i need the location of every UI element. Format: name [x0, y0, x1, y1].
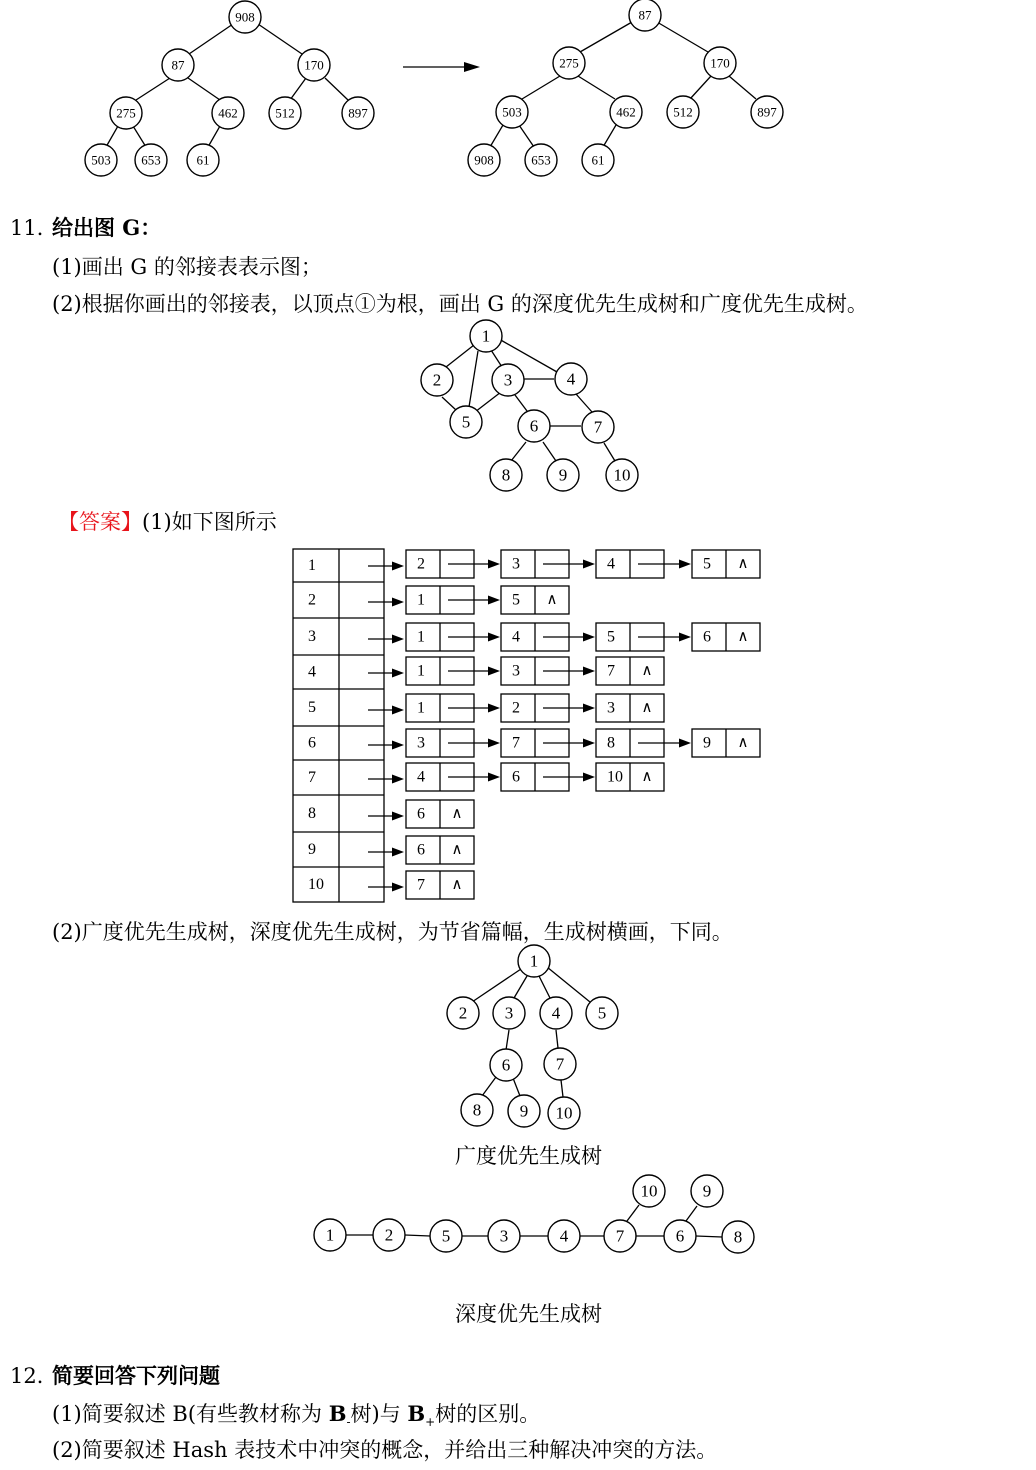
dfs-node: 4: [559, 1226, 569, 1246]
adj-node-value: 7: [607, 662, 615, 680]
adj-node-value: 1: [417, 628, 425, 646]
graph-node-10: 10: [613, 465, 631, 485]
null-pointer: ∧: [641, 769, 653, 785]
null-pointer: ∧: [451, 842, 463, 858]
bfs-node: 6: [501, 1055, 511, 1075]
adj-node-value: 5: [607, 628, 615, 646]
adj-node-value: 10: [607, 768, 623, 786]
heap-node: 653: [531, 152, 551, 168]
head-vertex: 4: [308, 663, 316, 681]
adjacency-list-diagram: [0, 540, 1036, 910]
heap-node: 512: [275, 105, 295, 121]
adj-node-value: 6: [417, 841, 425, 859]
dfs-node: 3: [499, 1226, 509, 1246]
heap-node: 87: [638, 7, 652, 23]
head-vertex: 9: [308, 841, 316, 858]
dfs-node: 8: [733, 1227, 743, 1247]
q12-title: 简要回答下列问题: [52, 1363, 220, 1388]
adj-node-value: 3: [512, 555, 520, 573]
null-pointer: ∧: [641, 663, 653, 679]
graph-node-1: 1: [481, 326, 491, 346]
null-pointer: ∧: [737, 735, 749, 751]
heap-node: 61: [591, 152, 605, 168]
head-vertex: 5: [308, 699, 316, 716]
graph-node-9: 9: [558, 465, 568, 485]
adj-node-value: 5: [512, 591, 520, 609]
adj-node-value: 4: [512, 628, 520, 646]
graph-node-2: 2: [432, 370, 442, 390]
q11-sub2: (2)根据你画出的邻接表，以顶点①为根，画出 G 的深度优先生成树和广度优先生成树。: [52, 292, 868, 316]
adj-node-value: 7: [417, 876, 425, 894]
adj-node-value: 1: [417, 699, 425, 717]
heap-node: 512: [673, 104, 693, 120]
adj-node-value: 4: [607, 555, 615, 573]
heap-node: 61: [196, 152, 210, 168]
null-pointer: ∧: [451, 877, 463, 893]
dfs-tree: [0, 1170, 1036, 1270]
graph-g: [0, 315, 1036, 495]
adj-node-value: 1: [417, 591, 425, 609]
dfs-node: 5: [441, 1226, 451, 1246]
bfs-node: 1: [529, 951, 539, 971]
q12-number: 12．: [10, 1364, 58, 1388]
bfs-node: 3: [504, 1003, 514, 1023]
bfs-node: 8: [472, 1100, 482, 1120]
answer-text2: (2)广度优先生成树，深度优先生成树，为节省篇幅，生成树横画，下同。: [52, 920, 733, 944]
dfs-node: 10: [640, 1181, 658, 1201]
adj-node-value: 1: [417, 662, 425, 680]
head-vertex: 7: [308, 769, 316, 786]
heap-node: 503: [91, 152, 111, 168]
answer-text1: (1)如下图所示: [142, 510, 277, 534]
adj-node-value: 6: [417, 805, 425, 823]
graph-node-8: 8: [501, 465, 511, 485]
answer-tag: 【答案】: [58, 510, 142, 534]
graph-node-4: 4: [566, 369, 576, 389]
dfs-node: 1: [325, 1225, 335, 1245]
heap-node: 275: [559, 55, 579, 71]
adj-node-value: 2: [512, 699, 520, 717]
dfs-node: 9: [702, 1181, 712, 1201]
dfs-node: 6: [675, 1226, 685, 1246]
bfs-node: 9: [519, 1101, 529, 1121]
heap-node: 462: [218, 105, 238, 121]
adj-node-value: 3: [512, 662, 520, 680]
adj-node-value: 2: [417, 555, 425, 573]
adj-node-value: 6: [512, 768, 520, 786]
adj-node-value: 8: [607, 734, 615, 752]
bfs-node: 7: [555, 1054, 565, 1074]
head-vertex: 3: [308, 628, 316, 645]
q12-sub1: (1)简要叙述 B(有些教材称为 $B_-$树)与 $B_+$树的区别。: [52, 1401, 541, 1430]
graph-node-3: 3: [503, 370, 513, 390]
head-vertex: 2: [308, 591, 316, 609]
heap-node: 87: [171, 57, 185, 73]
adj-node-value: 5: [703, 555, 711, 573]
adj-node-value: 6: [703, 628, 711, 646]
head-vertex: 1: [308, 557, 316, 574]
adj-node-value: 9: [703, 734, 711, 752]
dfs-node: 2: [384, 1225, 394, 1245]
heap-node: 897: [348, 105, 368, 121]
bfs-caption: 广度优先生成树: [455, 1144, 602, 1168]
heap-node: 908: [235, 9, 255, 25]
bfs-node: 4: [551, 1003, 561, 1023]
heap-node: 653: [141, 152, 161, 168]
head-vertex: 8: [308, 805, 316, 822]
heap-node: 908: [474, 152, 494, 168]
q11-number: 11．: [10, 216, 58, 240]
heap-node: 462: [616, 104, 636, 120]
graph-node-5: 5: [461, 412, 471, 432]
dfs-caption: 深度优先生成树: [455, 1302, 602, 1326]
adj-node-value: 3: [417, 734, 425, 752]
graph-node-6: 6: [529, 416, 539, 436]
bfs-node: 10: [555, 1103, 573, 1123]
q11-sub1: (1)画出 G 的邻接表表示图；: [52, 255, 322, 279]
bfs-tree: [0, 940, 1036, 1140]
q12-sub2: (2)简要叙述 Hash 表技术中冲突的概念，并给出三种解决冲突的方法。: [52, 1438, 718, 1462]
adj-node-value: 3: [607, 699, 615, 717]
heap-node: 503: [502, 104, 522, 120]
head-vertex: 10: [308, 876, 324, 893]
null-pointer: ∧: [546, 592, 558, 608]
bfs-node: 5: [597, 1003, 607, 1023]
head-vertex: 6: [308, 734, 316, 752]
adj-node-value: 4: [417, 768, 425, 786]
null-pointer: ∧: [641, 700, 653, 716]
null-pointer: ∧: [737, 629, 749, 645]
heap-diagram: [0, 0, 1036, 190]
dfs-node: 7: [615, 1226, 625, 1246]
heap-node: 897: [757, 104, 777, 120]
q11-title: 给出图 G：: [52, 215, 162, 240]
graph-node-7: 7: [593, 417, 603, 437]
adj-node-value: 7: [512, 734, 520, 752]
null-pointer: ∧: [451, 806, 463, 822]
bfs-node: 2: [458, 1003, 468, 1023]
heap-node: 275: [116, 105, 136, 121]
heap-node: 170: [304, 57, 324, 73]
null-pointer: ∧: [737, 556, 749, 572]
heap-node: 170: [710, 55, 730, 71]
